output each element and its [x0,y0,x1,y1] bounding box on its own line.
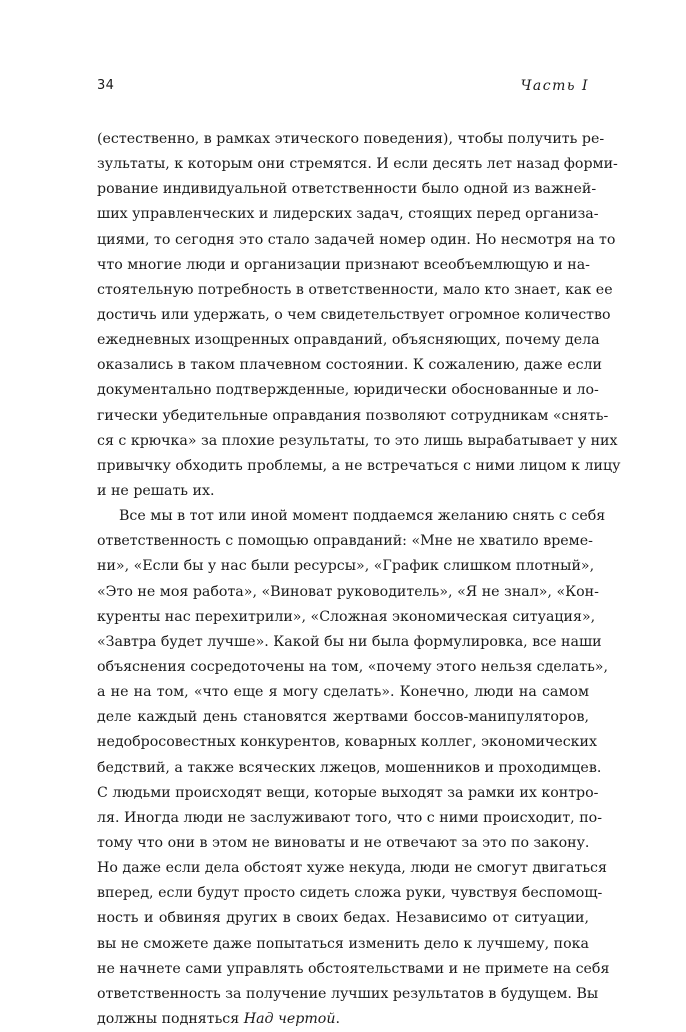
text-line: Но даже если дела обстоят хуже некуда, люди не смогут двигаться [97,860,607,877]
text-line: гически убедительные оправдания позволяют сотрудникам «снять- [97,407,609,424]
text-line: вперед, если будут просто сидеть сложа руки, чувствуя беспомощ- [97,885,603,902]
text-line: Все мы в тот или иной момент поддаемся желанию снять с себя [119,508,606,525]
part-label: Часть I [520,78,589,94]
book-title-emphasis: Над чертой [243,1010,336,1027]
text-line: циями, то сегодня это стало задачей номер один. Но несмотря на то [97,231,616,248]
text-line: ся с крючка» за плохие результаты, то это лишь вырабатывает у них [97,432,618,449]
body-text [97,127,621,1032]
text-line: «Завтра будет лучше». Какой бы ни была формулировка, все наши [97,633,602,650]
page-number: 34 [97,78,115,93]
text-line: «Это не моя работа», «Виноват руководитель», «Я не знал», «Кон- [97,583,599,600]
text-line: зультаты, к которым они стремятся. И если десять лет назад форми- [97,156,618,173]
final-line-text: должны подняться [97,1010,244,1027]
text-line: бедствий, а также всяческих лжецов, мошенников и проходимцев. [97,759,602,776]
text-line: ни», «Если бы у нас были ресурсы», «График слишком плотный», [97,558,595,575]
text-line: ответственность с помощью оправданий: «Мне не хватило време- [97,533,593,550]
text-line: деле каждый день становятся жертвами боссов-манипуляторов, [97,709,589,726]
text-line: вы не сможете даже попытаться изменить дело к лучшему, пока [97,935,589,952]
text-line: привычку обходить проблемы, а не встречаться с ними лицом к лицу [97,457,621,474]
text-line: куренты нас перехитрили», «Сложная экономическая ситуация», [97,608,596,625]
text-line: (естественно, в рамках этического поведения), чтобы получить ре- [97,131,605,147]
text-line: ежедневных изощренных оправданий, объясняющих, почему дела [97,332,600,349]
final-line-end: . [335,1010,341,1027]
text-line: ность и обвиняя других в своих бедах. Независимо от ситуации, [97,910,589,927]
text-line: оказались в таком плачевном состоянии. К сожалению, даже если [97,357,603,374]
text-line: не начнете сами управлять обстоятельствами и не примете на себя [97,960,610,977]
paragraph-2 [97,504,610,1032]
text-line: ля. Иногда люди не заслуживают того, что с ними происходит, по- [97,809,602,826]
text-line: достичь или удержать, о чем свидетельствует огромное количество [97,306,611,323]
text-line: ших управленческих и лидерских задач, стоящих перед организа- [97,206,599,223]
paragraph-1 [97,127,621,504]
text-line: объяснения сосредоточены на том, «почему этого нельзя сделать», [97,658,608,675]
text-line: что многие люди и организации признают всеобъемлющую и на- [97,256,590,273]
text-line: тому что они в этом не виноваты и не отвечают за это по закону. [97,834,590,851]
text-line: стоятельную потребность в ответственности, мало кто знает, как ее [97,281,613,298]
text-line: ответственность за получение лучших результатов в будущем. Вы [97,985,599,1002]
text-line: и не решать их. [97,482,215,499]
text-line: рование индивидуальной ответственности было одной из важней- [97,181,597,198]
text-line: недобросовестных конкурентов, коварных коллег, экономических [97,734,597,751]
running-head [97,78,589,98]
text-line [97,1007,589,1032]
text-line: а не на том, «что еще я могу сделать». Конечно, люди на самом [97,684,589,701]
text-line: документально подтвержденные, юридически обоснованные и ло- [97,382,599,399]
text-line: С людьми происходят вещи, которые выходят за рамки их контро- [97,784,599,801]
